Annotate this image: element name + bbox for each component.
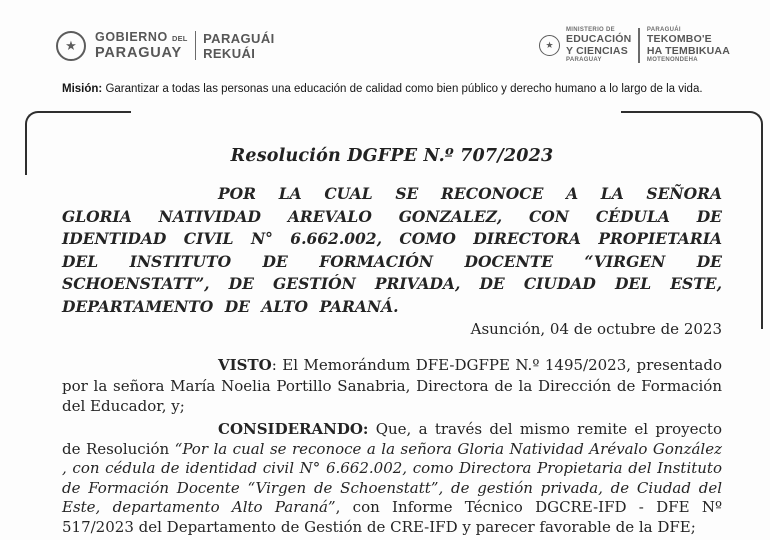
dateline: Asunción, 04 de octubre de 2023 (470, 320, 722, 338)
mec-guarani-small-top: PARAGUÁI (646, 27, 681, 33)
mec-small-top: MINISTERIO DE (566, 27, 615, 33)
visto-label: VISTO (218, 356, 272, 374)
considerando-label: CONSIDERANDO: (218, 420, 369, 438)
mec-guarani2: HA TEMBIKUAA (646, 44, 730, 57)
gobierno-guarani1: PARAGUÁI (203, 30, 275, 46)
mec-guarani-small-bottom: MOTENONDEHA (646, 57, 698, 63)
mec-line1: EDUCACIÓN (566, 33, 632, 45)
mec-guarani1: TEKOMBO'E (646, 33, 712, 45)
mission-text: Garantizar a todas las personas una educación de calidad como bien público y derecho humano a lo largo de la vida. (102, 83, 703, 95)
paraguay-emblem-icon: ★ (56, 31, 86, 61)
mec-line2: Y CIENCIAS (566, 44, 628, 57)
gobierno-del: DEL (171, 34, 188, 43)
gobierno-paraguay-logo (56, 30, 275, 61)
visto-text: : El Memorándum DFE-DGFPE N.º 1495/2023, presentado por la señora María Noelia Portillo Sanabria, Directora de la Dirección de Formación del Educador, y; (62, 356, 722, 415)
considerando-intro: Que, a través del mismo remite el proyecto de Resolución (62, 420, 722, 458)
logo-divider (195, 31, 197, 60)
gobierno-line2: PARAGUAY (95, 45, 182, 61)
mec-logo-text (566, 27, 730, 64)
resolution-title: Resolución DGFPE N.º 707/2023 (230, 146, 554, 166)
mission-statement (62, 82, 718, 98)
mission-label: Misión: (62, 83, 103, 95)
visto-paragraph (62, 355, 722, 417)
logo-divider (638, 28, 640, 63)
mec-logo (539, 27, 730, 64)
considerando-paragraph (62, 420, 722, 537)
mec-small-bottom: PARAGUAY (566, 57, 602, 63)
gobierno-logo-text (95, 30, 275, 61)
gobierno-line1: GOBIERNO (95, 30, 168, 44)
resolution-subject: POR LA CUAL SE RECONOCE A LA SEÑORA GLORIA NATIVIDAD AREVALO GONZALEZ, CON CÉDULA DE IDENTIDAD CIVIL N° 6.662.002, COMO DIRECTORA PROPIETARIA DEL INSTITUTO DE FORMACIÓN DOCENTE “VIRGEN DE SCHOENSTATT”, DE GESTIÓN PRIVADA, DE CIUDAD DEL ESTE, DEPARTAMENTO DE ALTO PARANÁ. (62, 184, 722, 316)
gobierno-guarani2: REKUÁI (203, 45, 256, 61)
considerando-quote: “Por la cual se reconoce a la señora Gloria Natividad Arévalo González , con cédula de identidad civil N° 6.662.002, como Directora Propietaria del Instituto de Formación Docente “Virgen de Schoenstatt”, de gestión privada, de Ciudad del Este, departamento Alto Paraná” (62, 439, 722, 516)
mec-emblem-icon: ★ (539, 35, 560, 56)
considerando-closing: , con Informe Técnico DGCRE-IFD - DFE Nº 517/2023 del Departamento de Gestión de CRE-IFD y parecer favorable de la DFE; (62, 498, 723, 536)
